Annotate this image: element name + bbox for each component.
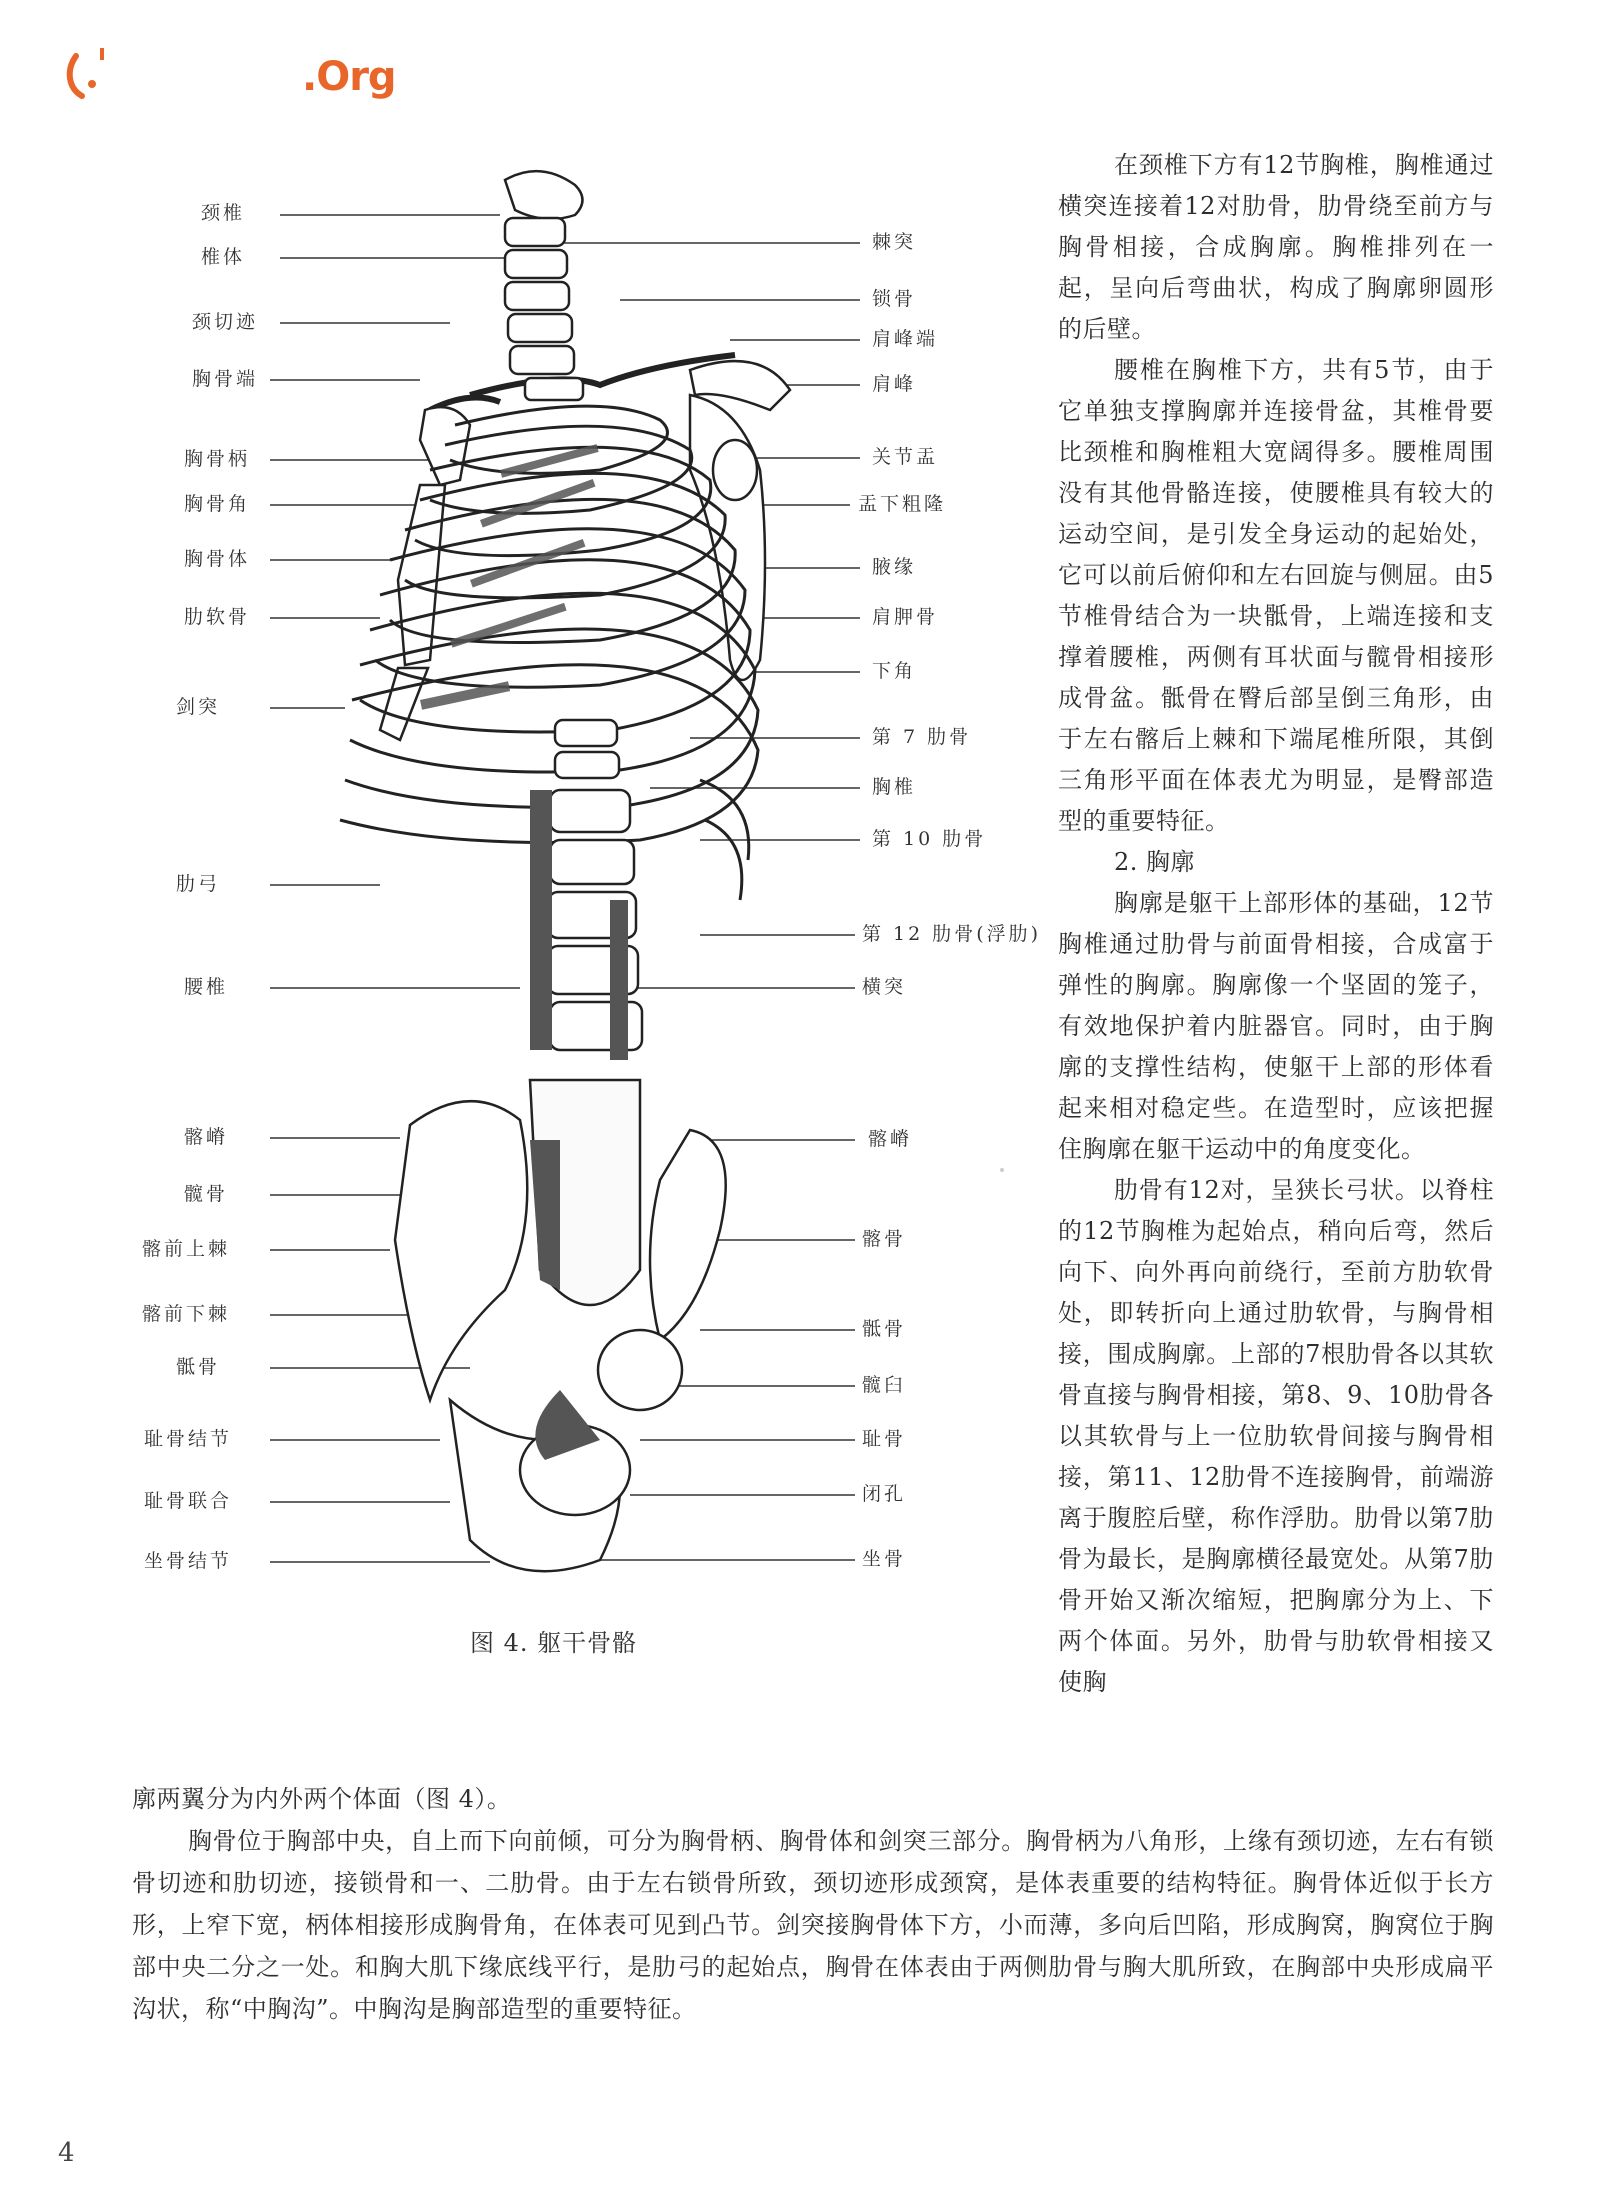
- label-cervical-vertebrae: 颈椎: [200, 202, 245, 224]
- full-width-text: [132, 1778, 1494, 2030]
- label-manubrium: 胸骨柄: [183, 448, 250, 470]
- label-costal-cartilage: 肋软骨: [183, 606, 250, 628]
- label-sternal-body: 胸骨体: [183, 548, 250, 570]
- label-pubic-symphysis: 耻骨联合: [143, 1490, 232, 1512]
- label-acetabulum: 髋臼: [862, 1374, 907, 1396]
- paragraph: 肋骨有12对，呈狭长弓状。以脊柱的12节胸椎为起始点，稍向后弯，然后向下、向外再向前绕行，至前方肋软骨处，即转折向上通过肋软骨，与胸骨相接，围成胸廓。上部的7根肋骨各以其软骨直接与胸骨相接，第8、9、10肋骨各以其软骨与上一位肋软骨间接与胸骨相接，第11、12肋骨不连接胸骨，前端游离于腹腔后壁，称作浮肋。肋骨以第7肋骨为最长，是胸廓横径最宽处。从第7肋骨开始又渐次缩短，把胸廓分为上、下两个体面。另外，肋骨与肋软骨相接又使胸: [1058, 1176, 1494, 1696]
- section-heading: 2. 胸廓: [1114, 848, 1196, 876]
- right-text-column: [1058, 145, 1494, 1703]
- label-jugular-notch: 颈切迹: [191, 311, 258, 333]
- label-pubis: 耻骨: [862, 1428, 907, 1450]
- torso-skeleton-figure: [0, 140, 1070, 1700]
- label-obturator-foramen: 闭孔: [862, 1483, 907, 1505]
- label-inferior-angle: 下角: [872, 660, 917, 682]
- label-sternal-angle: 胸骨角: [183, 493, 250, 515]
- label-sacrum-right: 骶骨: [862, 1318, 907, 1340]
- label-thoracic-vertebrae: 胸椎: [872, 776, 917, 798]
- label-spinous-process: 棘突: [872, 231, 917, 253]
- label-ilium: 髂骨: [862, 1228, 907, 1250]
- label-sacrum-left: 骶骨: [175, 1356, 220, 1378]
- label-10th-rib: 第 10 肋骨: [872, 828, 987, 850]
- label-asis: 髂前上棘: [141, 1238, 230, 1260]
- paragraph: 在颈椎下方有12节胸椎，胸椎通过横突连接着12对肋骨，肋骨绕至前方与胸骨相接，合成胸廓。胸椎排列在一起，呈向后弯曲状，构成了胸廓卵圆形的后壁。: [1058, 151, 1494, 343]
- label-7th-rib: 第 7 肋骨: [872, 726, 972, 748]
- site-logo: [62, 44, 402, 114]
- label-costal-arch: 肋弓: [175, 873, 220, 895]
- label-iliac-crest-left: 髂嵴: [183, 1126, 228, 1148]
- logo-mark-icon: [62, 44, 106, 110]
- label-acromial-end: 肩峰端: [872, 328, 939, 350]
- label-lateral-border: 腋缘: [872, 556, 917, 578]
- label-ischial-tuberosity: 坐骨结节: [143, 1550, 232, 1572]
- label-xiphoid: 剑突: [175, 696, 220, 718]
- label-vertebral-body: 椎体: [200, 246, 245, 268]
- label-scapula: 肩胛骨: [872, 606, 939, 628]
- page-number: 4: [58, 2138, 75, 2168]
- paragraph: 胸骨位于胸部中央，自上而下向前倾，可分为胸骨柄、胸骨体和剑突三部分。胸骨柄为八角形，上缘有颈切迹，左右有锁骨切迹和肋切迹，接锁骨和一、二肋骨。由于左右锁骨所致，颈切迹形成颈窝，是体表重要的结构特征。胸骨体近似于长方形，上窄下宽，柄体相接形成胸骨角，在体表可见到凸节。剑突接胸骨体下方，小而薄，多向后凹陷，形成胸窝，胸窝位于胸部中央二分之一处。和胸大肌下缘底线平行，是肋弓的起始点，胸骨在体表由于两侧肋骨与胸大肌所致，在胸部中央形成扁平沟状，称“中胸沟”。中胸沟是胸部造型的重要特征。: [132, 1827, 1494, 2023]
- label-infraglenoid-tubercle: 盂下粗隆: [858, 493, 947, 515]
- label-clavicle: 锁骨: [872, 288, 917, 310]
- label-glenoid: 关节盂: [872, 446, 939, 468]
- label-pubic-tubercle: 耻骨结节: [143, 1428, 232, 1450]
- paragraph: 腰椎在胸椎下方，共有5节，由于它单独支撑胸廓并连接骨盆，其椎骨要比颈椎和胸椎粗大宽阔得多。腰椎周围没有其他骨骼连接，使腰椎具有较大的运动空间，是引发全身运动的起始处，它可以前后俯仰和左右回旋与侧屈。由5节椎骨结合为一块骶骨，上端连接和支撑着腰椎，两侧有耳状面与髋骨相接形成骨盆。骶骨在臀后部呈倒三角形，由于左右髂后上棘和下端尾椎所限，其倒三角形平面在体表尤为明显，是臀部造型的重要特征。: [1058, 356, 1494, 835]
- figure-caption: 图 4. 躯干骨骼: [470, 1629, 638, 1657]
- label-iliac-crest-right: 髂嵴: [868, 1128, 913, 1150]
- label-transverse-process: 横突: [862, 976, 907, 998]
- label-lumbar-vertebrae: 腰椎: [183, 976, 228, 998]
- paragraph: 廓两翼分为内外两个体面（图 4）。: [132, 1785, 512, 1813]
- paragraph: 胸廓是躯干上部形体的基础，12节胸椎通过肋骨与前面骨相接，合成富于弹性的胸廓。胸廓像一个坚固的笼子，有效地保护着内脏器官。同时，由于胸廓的支撑性结构，使躯干上部的形体看起来相对稳定些。在造型时，应该把握住胸廓在躯干运动中的角度变化。: [1058, 889, 1494, 1163]
- label-sternal-end: 胸骨端: [191, 368, 258, 390]
- scan-speck: [1000, 1168, 1004, 1172]
- label-12th-rib: 第 12 肋骨(浮肋): [862, 923, 1042, 945]
- label-aiis: 髂前下棘: [141, 1303, 230, 1325]
- label-acromion: 肩峰: [872, 373, 917, 395]
- logo-text: .Org: [302, 54, 396, 100]
- label-hip-bone: 髋骨: [183, 1183, 228, 1205]
- label-ischium: 坐骨: [862, 1548, 907, 1570]
